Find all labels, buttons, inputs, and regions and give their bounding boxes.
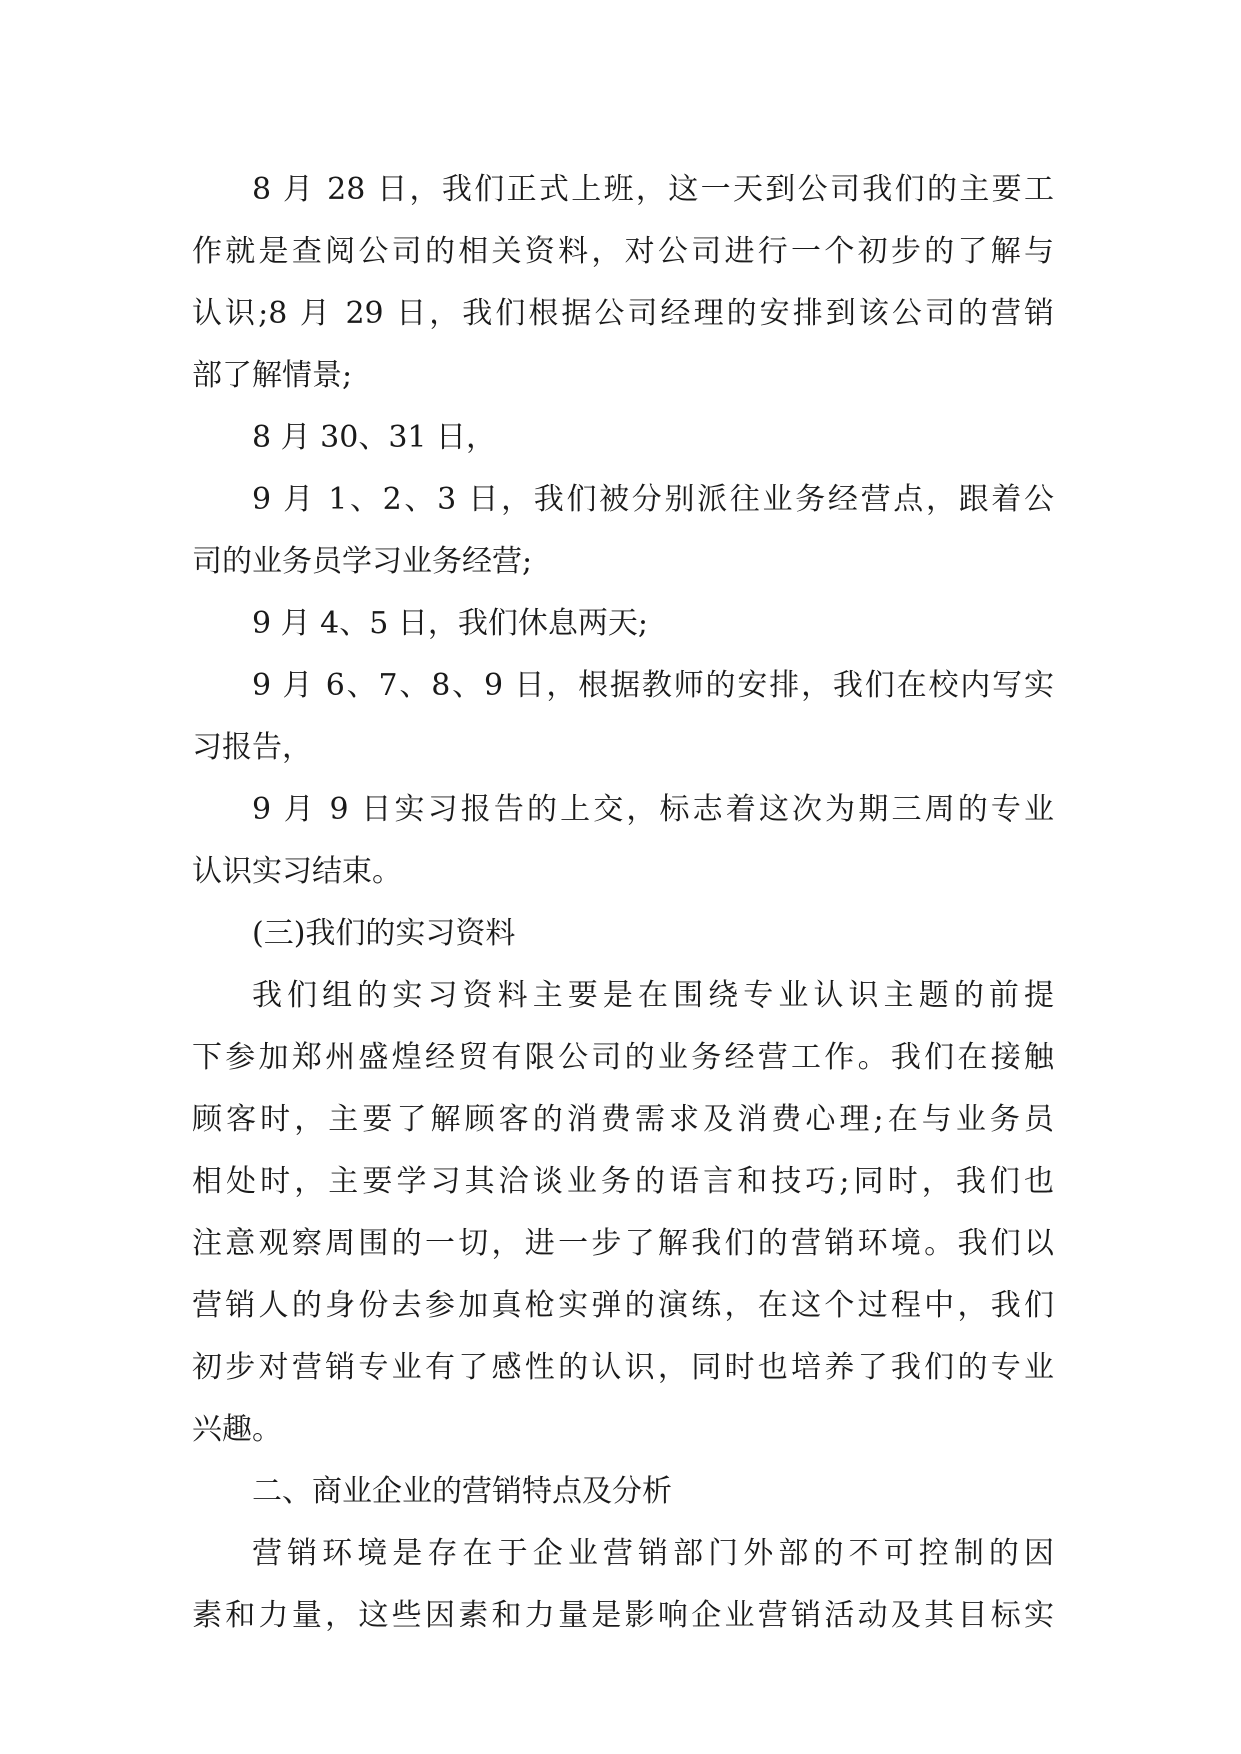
text-line: 营销人的身份去参加真枪实弹的演练，在这个过程中，我们 (192, 1288, 1054, 1323)
text-line: 兴趣。 (192, 1412, 282, 1447)
text-line: 营销环境是存在于企业营销部门外部的不可控制的因 (252, 1536, 1054, 1571)
text-line: 部了解情景; (192, 358, 353, 393)
text-line: 下参加郑州盛煌经贸有限公司的业务经营工作。我们在接触 (192, 1040, 1054, 1075)
document-body (192, 159, 1054, 1647)
text-line: 9 月 9 日实习报告的上交，标志着这次为期三周的专业 (252, 792, 1054, 827)
text-line: 9 月 6、7、8、9 日，根据教师的安排，我们在校内写实 (252, 668, 1054, 703)
text-line: 顾客时，主要了解顾客的消费需求及消费心理;在与业务员 (192, 1102, 1054, 1137)
text-line: 初步对营销专业有了感性的认识，同时也培养了我们的专业 (192, 1350, 1054, 1385)
text-line: 二、商业企业的营销特点及分析 (252, 1474, 672, 1509)
text-line: 认识实习结束。 (192, 854, 402, 889)
text-line: 素和力量，这些因素和力量是影响企业营销活动及其目标实 (192, 1598, 1054, 1633)
text-line: 9 月 1、2、3 日，我们被分别派往业务经营点，跟着公 (252, 482, 1054, 517)
text-line: 习报告， (192, 730, 312, 765)
text-line: (三)我们的实习资料 (252, 916, 516, 951)
text-line: 8 月 30、31 日， (252, 420, 497, 455)
text-line: 司的业务员学习业务经营; (192, 544, 533, 579)
text-line: 作就是查阅公司的相关资料，对公司进行一个初步的了解与 (192, 234, 1054, 269)
text-line: 注意观察周围的一切，进一步了解我们的营销环境。我们以 (192, 1226, 1054, 1261)
text-line: 8 月 28 日，我们正式上班，这一天到公司我们的主要工 (252, 172, 1054, 207)
text-line: 9 月 4、5 日，我们休息两天; (252, 606, 648, 641)
text-line: 我们组的实习资料主要是在围绕专业认识主题的前提 (252, 978, 1054, 1013)
text-line: 相处时，主要学习其洽谈业务的语言和技巧;同时，我们也 (192, 1164, 1054, 1199)
text-line: 认识;8 月 29 日，我们根据公司经理的安排到该公司的营销 (192, 296, 1054, 331)
